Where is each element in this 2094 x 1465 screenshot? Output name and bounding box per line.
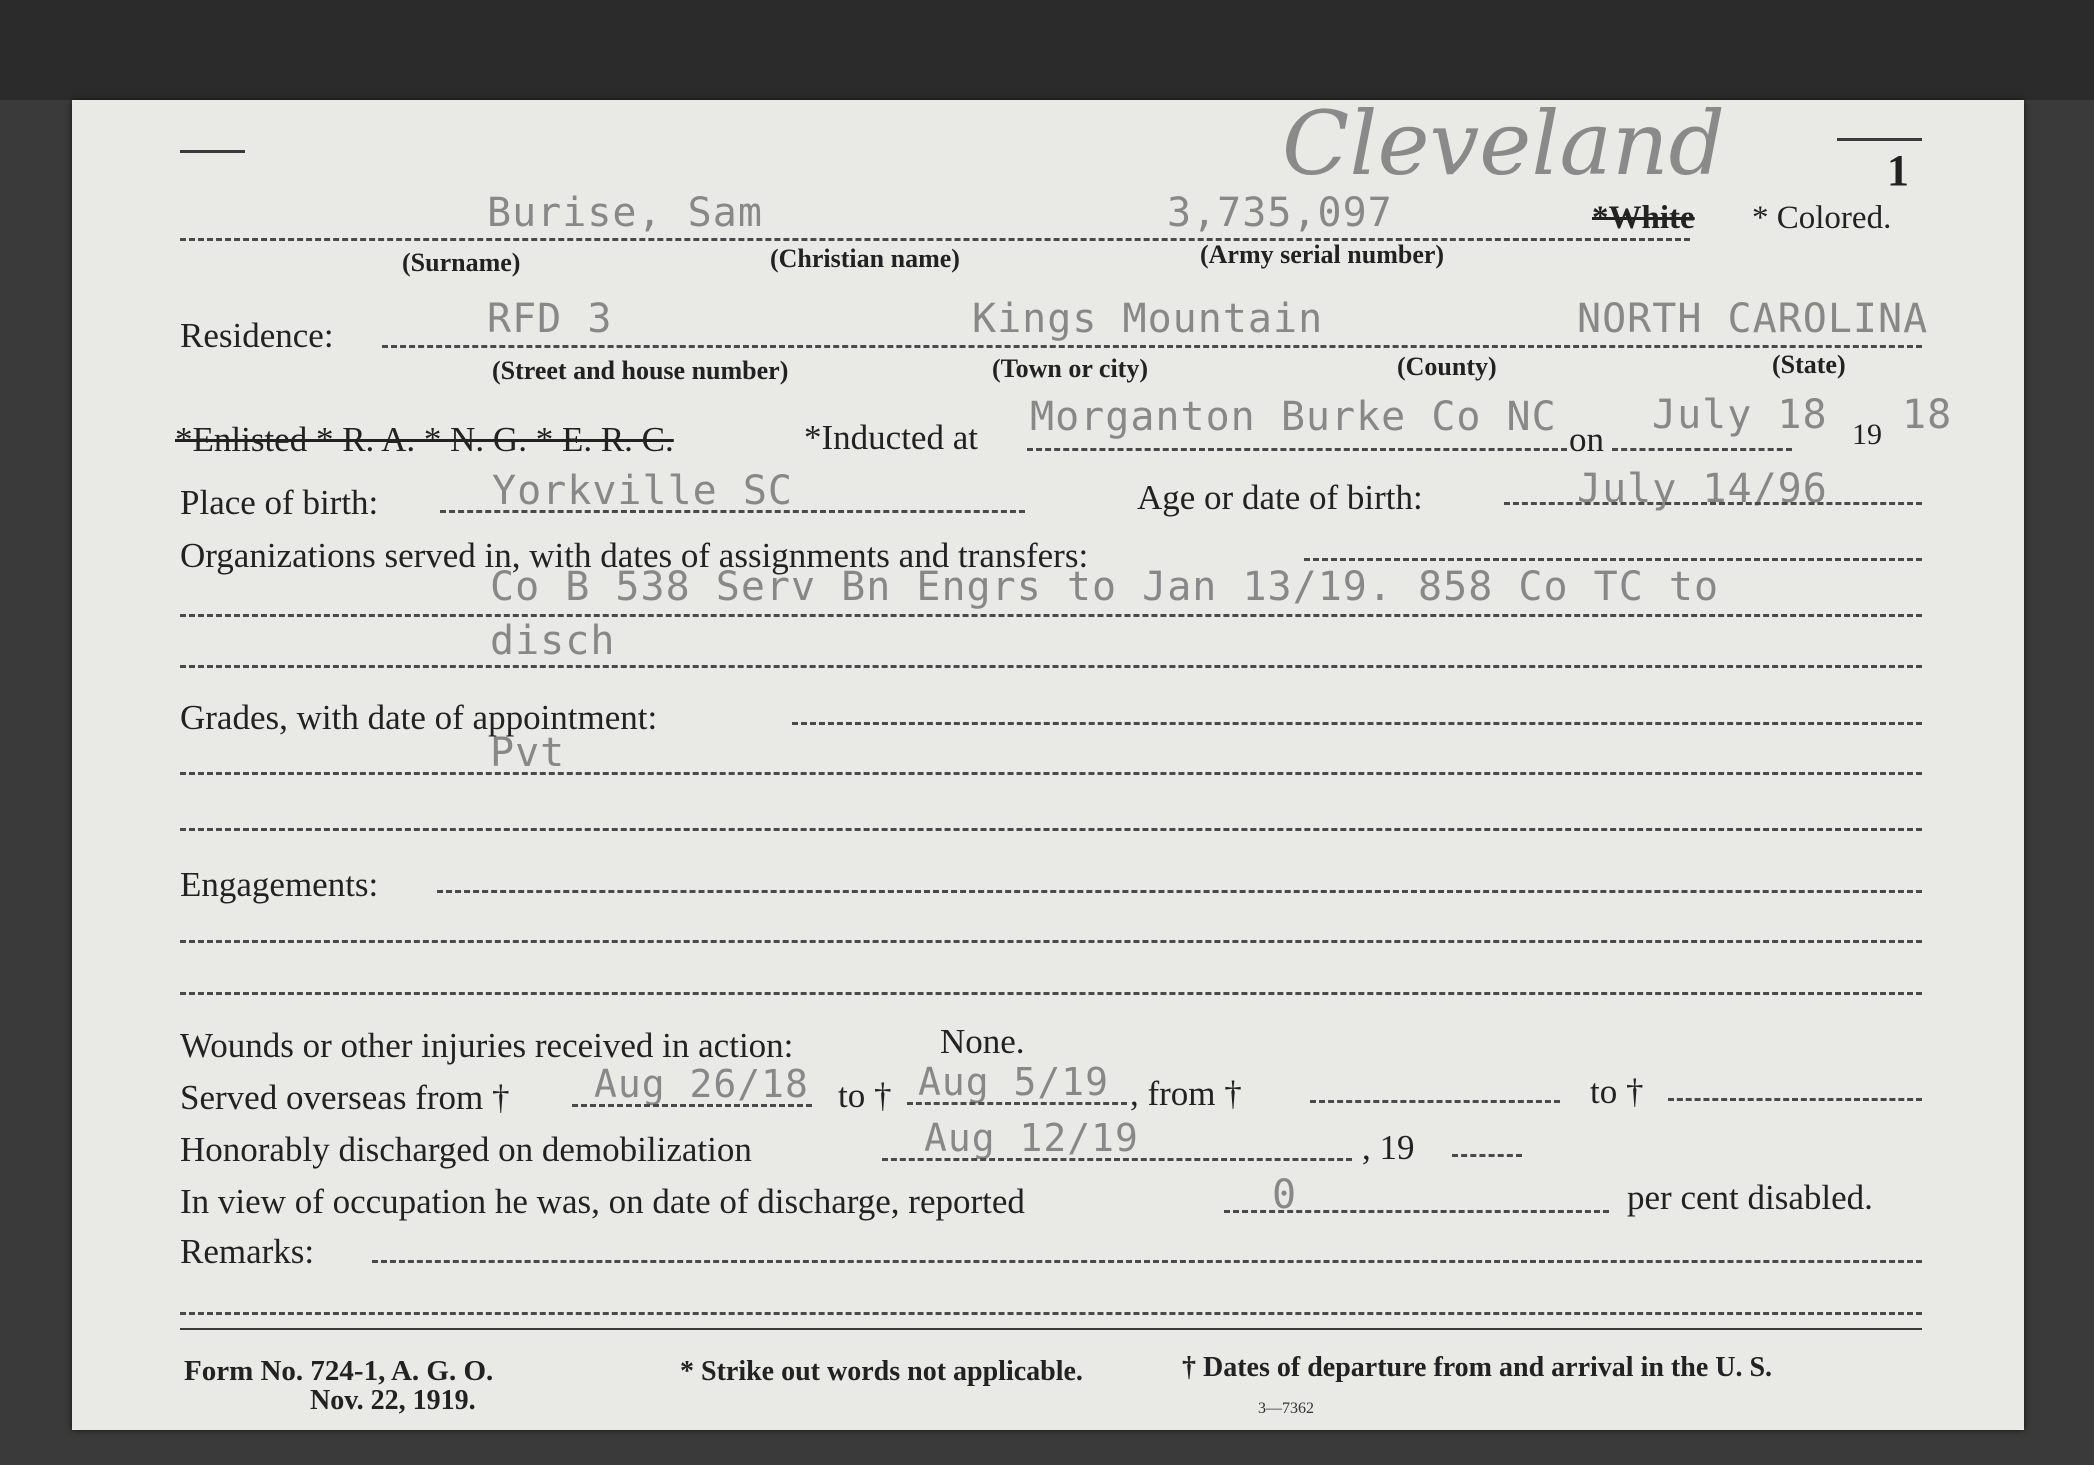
engagements-line-0 <box>437 890 1922 893</box>
overseas-to-label: to † <box>838 1076 892 1115</box>
form-date: Nov. 22, 1919. <box>310 1385 476 1416</box>
town-caption: (Town or city) <box>992 354 1148 383</box>
remarks-label: Remarks: <box>180 1232 315 1271</box>
discharge-label: Honorably discharged on demobilization <box>180 1130 752 1169</box>
residence-label: Residence: <box>180 316 334 355</box>
strike-note: * Strike out words not applicable. <box>680 1356 1083 1387</box>
residence-town: Kings Mountain <box>972 296 1324 342</box>
discharge-year-label: , 19 <box>1362 1128 1415 1167</box>
disability-suffix: per cent disabled. <box>1627 1178 1873 1217</box>
serial-number-value: 3,735,097 <box>1167 190 1393 236</box>
scan-background <box>0 0 2094 100</box>
induction-year: 18 <box>1902 392 1953 438</box>
residence-line <box>382 345 1922 348</box>
card-number: 1 <box>1887 146 1909 195</box>
remarks-line-1 <box>180 1312 1922 1315</box>
white-label: *White <box>1592 200 1695 236</box>
discharge-year-line <box>1452 1154 1522 1157</box>
surname-value: Burise, Sam <box>487 190 763 236</box>
wounds-value: None. <box>940 1022 1025 1061</box>
organizations-line-0 <box>1304 558 1922 561</box>
induction-date: July 18 <box>1652 392 1828 438</box>
place-of-birth-line <box>440 510 1025 513</box>
overseas-from-date: Aug 26/18 <box>594 1062 809 1106</box>
birth-date-line <box>1504 502 1922 505</box>
induction-date-line <box>1612 448 1792 451</box>
dates-note: † Dates of departure from and arrival in the U. S. <box>1182 1352 1773 1383</box>
induction-place-line <box>1027 448 1567 451</box>
overseas-from-line <box>572 1104 812 1107</box>
engagements-line-1 <box>180 940 1922 943</box>
surname-caption: (Surname) <box>402 248 521 277</box>
induction-place: Morganton Burke Co NC <box>1030 394 1557 440</box>
overseas-to-line <box>907 1102 1127 1105</box>
wounds-label: Wounds or other injuries received in action: <box>180 1026 794 1065</box>
age-label: Age or date of birth: <box>1137 478 1423 517</box>
place-of-birth-value: Yorkville SC <box>492 468 793 514</box>
organizations-line-1 <box>180 614 1922 617</box>
colored-label: * Colored. <box>1752 200 1892 236</box>
overseas-to-date: Aug 5/19 <box>918 1060 1110 1104</box>
organizations-line2: disch <box>490 618 616 664</box>
organizations-label: Organizations served in, with dates of assignments and transfers: <box>180 536 1089 575</box>
card-number-rule <box>1837 138 1922 141</box>
overseas-from2-line <box>1310 1100 1560 1103</box>
overseas-from2-label: , from † <box>1130 1074 1242 1113</box>
organizations-line1: Co B 538 Serv Bn Engrs to Jan 13/19. 858 Co TC to <box>490 564 1720 610</box>
remarks-line-0 <box>372 1260 1922 1263</box>
grades-label: Grades, with date of appointment: <box>180 698 658 737</box>
service-record-card <box>72 92 2024 1430</box>
enlisted-struck-label: *Enlisted * R. A. * N. G. * E. R. C. <box>175 420 674 459</box>
discharge-date-line <box>882 1158 1352 1161</box>
overseas-label: Served overseas from † <box>180 1078 510 1117</box>
top-left-rule <box>180 150 245 153</box>
county-caption: (County) <box>1397 352 1497 381</box>
form-number: Form No. 724-1, A. G. O. <box>184 1355 494 1387</box>
induction-year-prefix: 19 <box>1852 418 1882 451</box>
on-label: on <box>1569 420 1604 459</box>
disability-value: 0 <box>1272 1172 1298 1218</box>
serial-number-caption: (Army serial number) <box>1200 240 1445 269</box>
engagements-label: Engagements: <box>180 865 379 904</box>
street-caption: (Street and house number) <box>492 356 789 385</box>
handwritten-county: Cleveland <box>1282 92 1725 195</box>
print-code: 3—7362 <box>1258 1400 1314 1417</box>
organizations-line-2 <box>180 665 1922 668</box>
grades-line-0 <box>792 722 1922 725</box>
grades-line-2 <box>180 828 1922 831</box>
birth-date-value: July 14/96 <box>1577 466 1828 512</box>
place-of-birth-label: Place of birth: <box>180 483 379 522</box>
overseas-to2-label: to † <box>1590 1072 1644 1111</box>
grades-line-1 <box>180 772 1922 775</box>
disability-label: In view of occupation he was, on date of discharge, reported <box>180 1182 1025 1221</box>
overseas-to2-line <box>1668 1098 1922 1101</box>
christian-name-caption: (Christian name) <box>770 244 960 273</box>
discharge-date: Aug 12/19 <box>924 1116 1139 1160</box>
name-line <box>180 238 1690 241</box>
residence-state: NORTH CAROLINA <box>1577 296 1929 342</box>
footer-rule <box>180 1328 1922 1330</box>
state-caption: (State) <box>1772 350 1846 379</box>
grades-value: Pvt <box>490 730 566 776</box>
engagements-line-2 <box>180 992 1922 995</box>
disability-line <box>1224 1210 1609 1213</box>
residence-street: RFD 3 <box>487 296 613 342</box>
inducted-at-label: *Inducted at <box>804 418 978 457</box>
